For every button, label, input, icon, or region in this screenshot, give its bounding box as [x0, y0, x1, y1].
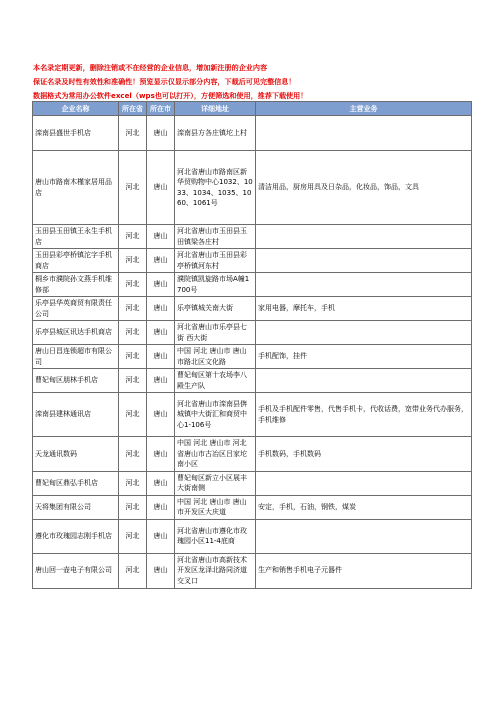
business-cell: [256, 116, 472, 151]
business-cell: 手机及手机配件零售，代售手机卡，代收话费，宽带业务代办服务，手机维修: [256, 393, 472, 437]
company-name-cell: 曹妃甸区鼎弘手机店: [33, 471, 119, 495]
city-cell: 唐山: [147, 495, 175, 519]
company-name-cell: 乐亭县城区讯达手机商店: [33, 321, 119, 345]
business-cell: 清洁用品，厨房用具及日杂品，化妆品，饰品，文具: [256, 151, 472, 225]
city-cell: 唐山: [147, 297, 175, 321]
table-row: [33, 345, 472, 369]
address-cell: 乐亭镇城关南大街: [175, 297, 256, 321]
address-cell: 河北省唐山市高新技术开发区龙泽北路同济道交叉口: [175, 553, 256, 588]
company-name-cell: 曹妃甸区朋林手机店: [33, 369, 119, 393]
business-cell: [256, 369, 472, 393]
city-cell: 唐山: [147, 437, 175, 472]
business-cell: [256, 519, 472, 553]
province-cell: 河北: [119, 519, 147, 553]
header-address: 详细地址: [175, 102, 256, 116]
company-name-cell: 玉田县彩亭桥镇沱字手机商店: [33, 249, 119, 273]
table-row: [33, 151, 472, 225]
address-cell: 河北省唐山市遵化市玫瑰园小区11-4底商: [175, 519, 256, 553]
province-cell: 河北: [119, 225, 147, 249]
province-cell: 河北: [119, 393, 147, 437]
province-cell: 河北: [119, 437, 147, 472]
company-name-cell: 玉田县玉田镇王永生手机店: [33, 225, 119, 249]
header-province: 所在省: [119, 102, 147, 116]
table-row: [33, 519, 472, 553]
address-cell: 滦南县方各庄镇坨上村: [175, 116, 256, 151]
address-cell: 濮院镇凯旋路市场A幢1700号: [175, 273, 256, 297]
city-cell: 唐山: [147, 151, 175, 225]
table-row: [33, 225, 472, 249]
address-cell: 河北省唐山市路南区新华贸购物中心1032、1033、1034、1035、1060、1061号: [175, 151, 256, 225]
province-cell: 河北: [119, 321, 147, 345]
notice-line-3: 数据格式为常用办公软件excel（wps也可以打开），方便筛选和使用，推荐下载使用！: [33, 91, 308, 100]
business-cell: 生产和销售手机电子元器件: [256, 553, 472, 588]
business-cell: 安定，手机，石油，钢铁，煤炭: [256, 495, 472, 519]
province-cell: 河北: [119, 273, 147, 297]
company-name-cell: 唐山市路南木槿家居用品店: [33, 151, 119, 225]
header-company-name: 企业名称: [33, 102, 119, 116]
company-name-cell: 唐山日昌连锁超市有限公司: [33, 345, 119, 369]
province-cell: 河北: [119, 249, 147, 273]
table-body: [33, 116, 472, 589]
business-cell: 手机数码，手机数码: [256, 437, 472, 472]
business-cell: [256, 471, 472, 495]
address-cell: 河北省唐山市玉田县彩亭桥镇河东村: [175, 249, 256, 273]
address-cell: 中国 河北 唐山市 唐山市开发区大庆道: [175, 495, 256, 519]
notice-line-1: 本名录定期更新，删除注销或不在经营的企业信息，增加新注册的企业内容: [33, 63, 268, 72]
city-cell: 唐山: [147, 345, 175, 369]
table-row: [33, 495, 472, 519]
city-cell: 唐山: [147, 273, 175, 297]
city-cell: 唐山: [147, 393, 175, 437]
city-cell: 唐山: [147, 249, 175, 273]
province-cell: 河北: [119, 553, 147, 588]
city-cell: 唐山: [147, 471, 175, 495]
address-cell: 河北省唐山市滦南县倴城镇中大街汇和商贸中心1-106号: [175, 393, 256, 437]
notice-line-2: 保证名录及时性有效性和准确性！预览显示仅显示部分内容，下载后可见完整信息！: [33, 77, 296, 86]
address-cell: 曹妃甸区第十农场李八殿生产队: [175, 369, 256, 393]
table-header-row: [33, 102, 472, 116]
company-name-cell: 遵化市玫瑰园志刚手机店: [33, 519, 119, 553]
company-name-cell: 滦南县建林通讯店: [33, 393, 119, 437]
address-cell: 中国 河北 唐山市 唐山市路北区文化路: [175, 345, 256, 369]
header-business: 主营业务: [256, 102, 472, 116]
table-row: [33, 249, 472, 273]
city-cell: 唐山: [147, 116, 175, 151]
company-name-cell: 乐亭县华英商贸有限责任公司: [33, 297, 119, 321]
city-cell: 唐山: [147, 369, 175, 393]
address-cell: 曹妃甸区新立小区展丰大街南侧: [175, 471, 256, 495]
province-cell: 河北: [119, 495, 147, 519]
company-name-cell: 唐山回一壶电子有限公司: [33, 553, 119, 588]
company-name-cell: 天龙通讯数码: [33, 437, 119, 472]
business-cell: [256, 225, 472, 249]
business-cell: 家用电器，摩托车，手机: [256, 297, 472, 321]
city-cell: 唐山: [147, 321, 175, 345]
province-cell: 河北: [119, 151, 147, 225]
notice-block: [33, 61, 473, 103]
address-cell: 中国 河北 唐山市 河北省唐山市古冶区吕家坨南小区: [175, 437, 256, 472]
city-cell: 唐山: [147, 553, 175, 588]
province-cell: 河北: [119, 369, 147, 393]
company-name-cell: 桐乡市濮院孙文燕手机维修部: [33, 273, 119, 297]
company-table: [32, 101, 472, 589]
business-cell: [256, 321, 472, 345]
province-cell: 河北: [119, 345, 147, 369]
company-name-cell: 天将集团有限公司: [33, 495, 119, 519]
province-cell: 河北: [119, 116, 147, 151]
address-cell: 河北省唐山市乐亭县七街 西大街: [175, 321, 256, 345]
city-cell: 唐山: [147, 225, 175, 249]
table-row: [33, 116, 472, 151]
business-cell: 手机配饰，挂件: [256, 345, 472, 369]
table-row: [33, 273, 472, 297]
table-row: [33, 437, 472, 472]
province-cell: 河北: [119, 471, 147, 495]
province-cell: 河北: [119, 297, 147, 321]
company-name-cell: 滦南县盛世手机店: [33, 116, 119, 151]
business-cell: [256, 249, 472, 273]
business-cell: [256, 273, 472, 297]
table-row: [33, 393, 472, 437]
table-row: [33, 369, 472, 393]
table-row: [33, 553, 472, 588]
city-cell: 唐山: [147, 519, 175, 553]
table-row: [33, 471, 472, 495]
header-city: 所在市: [147, 102, 175, 116]
table-row: [33, 297, 472, 321]
table-row: [33, 321, 472, 345]
address-cell: 河北省唐山市玉田县玉田镇梁各庄村: [175, 225, 256, 249]
